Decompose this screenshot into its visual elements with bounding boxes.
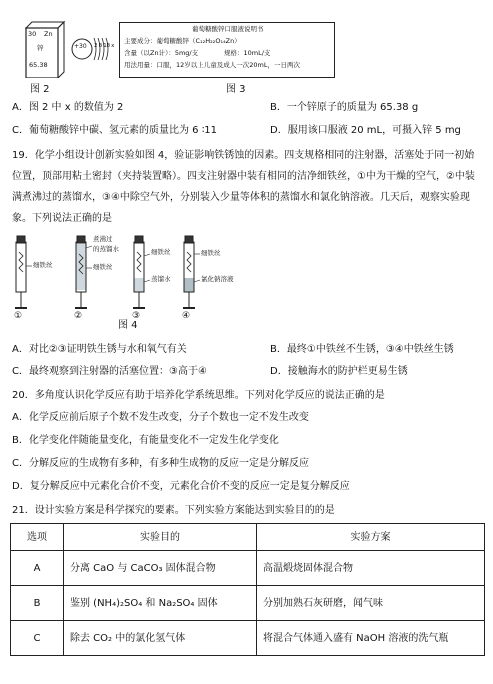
q19-option-b: B．最终①中铁丝不生锈，③④中铁丝生锈 <box>270 344 454 355</box>
figure-3-label <box>119 22 335 78</box>
fig4-label-s2c: 细铁丝 <box>93 263 113 271</box>
fig4-label-s2a: 煮沸过 <box>93 235 113 243</box>
q18-option-b: B．一个锌原子的质量为 65.38 g <box>270 102 419 113</box>
q19-option-c: C．最终观察到注射器的活塞位置：③高于④ <box>12 366 207 377</box>
row-goal: 分离 CaO 与 CaCO₃ 固体混合物 <box>64 551 257 586</box>
row-goal: 鉴别 (NH₄)₂SO₄ 和 Na₂SO₄ 固体 <box>64 586 257 621</box>
row-plan: 将混合气体通入盛有 NaOH 溶液的洗气瓶 <box>257 621 485 656</box>
header-plan: 实验方案 <box>257 524 485 551</box>
fig4-num-1: ① <box>14 311 23 321</box>
q20-stem: 20．多角度认识化学反应有助于培养化学系统思维。下列对化学反应的说法正确的是 <box>12 390 385 401</box>
row-option: C <box>11 621 64 656</box>
q19-option-a: A．对比②③证明铁生锈与水和氧气有关 <box>12 344 187 355</box>
row-plan: 高温煅烧固体混合物 <box>257 551 485 586</box>
table-row <box>11 586 485 621</box>
header-option: 选项 <box>11 524 64 551</box>
q20-option-b: B．化学变化伴随能量变化，有能量变化不一定发生化学变化 <box>12 435 279 446</box>
q18-option-a: A．图 2 中 x 的数值为 2 <box>12 102 124 113</box>
table-row <box>11 551 485 586</box>
label-line1: 主要成分：葡萄糖酸锌（C₁₂H₂₂O₁₄Zn） <box>124 37 241 45</box>
fig4-label-s3b: 蒸馏水 <box>151 275 171 283</box>
q18-option-d: D．服用该口服液 20 mL，可摄入锌 5 mg <box>270 125 461 136</box>
element-name: 锌 <box>37 44 44 52</box>
element-mass: 65.38 <box>29 61 48 69</box>
row-option: A <box>11 551 64 586</box>
q19-stem: 19．化学小组设计创新实验如图 4，验证影响铁锈蚀的因素。四支规格相同的注射器，活塞处于同一初始位置，顶部用粘土密封（夹持装置略）。四支注射器中装有相同的洁净细铁丝，①中为干燥的空气，②中装满煮沸过的蒸馏水，③④中除空气外，分别装入少量等体积的蒸馏水和氯化钠溶液。几天后，观察实验现象。下列说法正确的是 <box>12 150 475 224</box>
q19-option-d: D．接触海水的防护栏更易生锈 <box>270 366 408 377</box>
figure-2 <box>18 20 114 78</box>
q21-stem: 21．设计实验方案是科学探究的要素。下列实验方案能达到实验目的的是 <box>12 505 335 516</box>
fig4-label-s1: 细铁丝 <box>33 261 53 269</box>
label-line2a: 含量（以Zn计）：5mg/支 <box>124 49 199 57</box>
fig4-label-s4b: 氯化钠溶液 <box>201 275 234 283</box>
label-line3: 用法用量：口服，12岁以上儿童及成人一次20mL，一日两次 <box>124 61 300 69</box>
fig4-num-4: ④ <box>182 311 191 321</box>
element-symbol: Zn <box>44 30 53 38</box>
fig4-label-s3a: 细铁丝 <box>151 248 171 256</box>
q20-option-d: D．复分解反应中元素化合价不变，元素化合价不变的反应一定是复分解反应 <box>12 481 350 492</box>
label-title: 葡萄糖酸锌口服液说明书 <box>192 25 264 33</box>
atom-nucleus: +30 <box>74 43 87 50</box>
table-header-row <box>11 524 485 551</box>
label-line2b: 规格：10mL/支 <box>224 49 271 57</box>
header-goal: 实验目的 <box>64 524 257 551</box>
fig4-num-2: ② <box>74 311 83 321</box>
element-number: 30 <box>28 30 37 38</box>
figure-4 <box>10 232 260 324</box>
fig4-label-s2b: 的蒸馏水 <box>93 245 119 253</box>
q20-option-c: C．分解反应的生成物有多种，有多种生成物的反应一定是分解反应 <box>12 458 309 469</box>
row-plan: 分别加熟石灰研磨，闻气味 <box>257 586 485 621</box>
q20-option-a: A．化学反应前后原子个数不发生改变，分子个数也一定不发生改变 <box>12 412 309 423</box>
fig4-num-3: ③ <box>132 311 141 321</box>
figure-2-caption: 图 2 <box>30 84 50 95</box>
figure-3-caption: 图 3 <box>226 84 246 95</box>
figure-4-caption: 图 4 <box>118 320 138 331</box>
fig4-label-s4a: 细铁丝 <box>201 249 221 257</box>
experiment-table <box>10 523 485 656</box>
q18-option-c: C．葡萄糖酸锌中碳、氢元素的质量比为 6 ∶11 <box>12 125 218 136</box>
row-goal: 除去 CO₂ 中的氯化氢气体 <box>64 621 257 656</box>
atom-shells: 2 8 18 x <box>94 43 115 49</box>
table-row <box>11 621 485 656</box>
row-option: B <box>11 586 64 621</box>
